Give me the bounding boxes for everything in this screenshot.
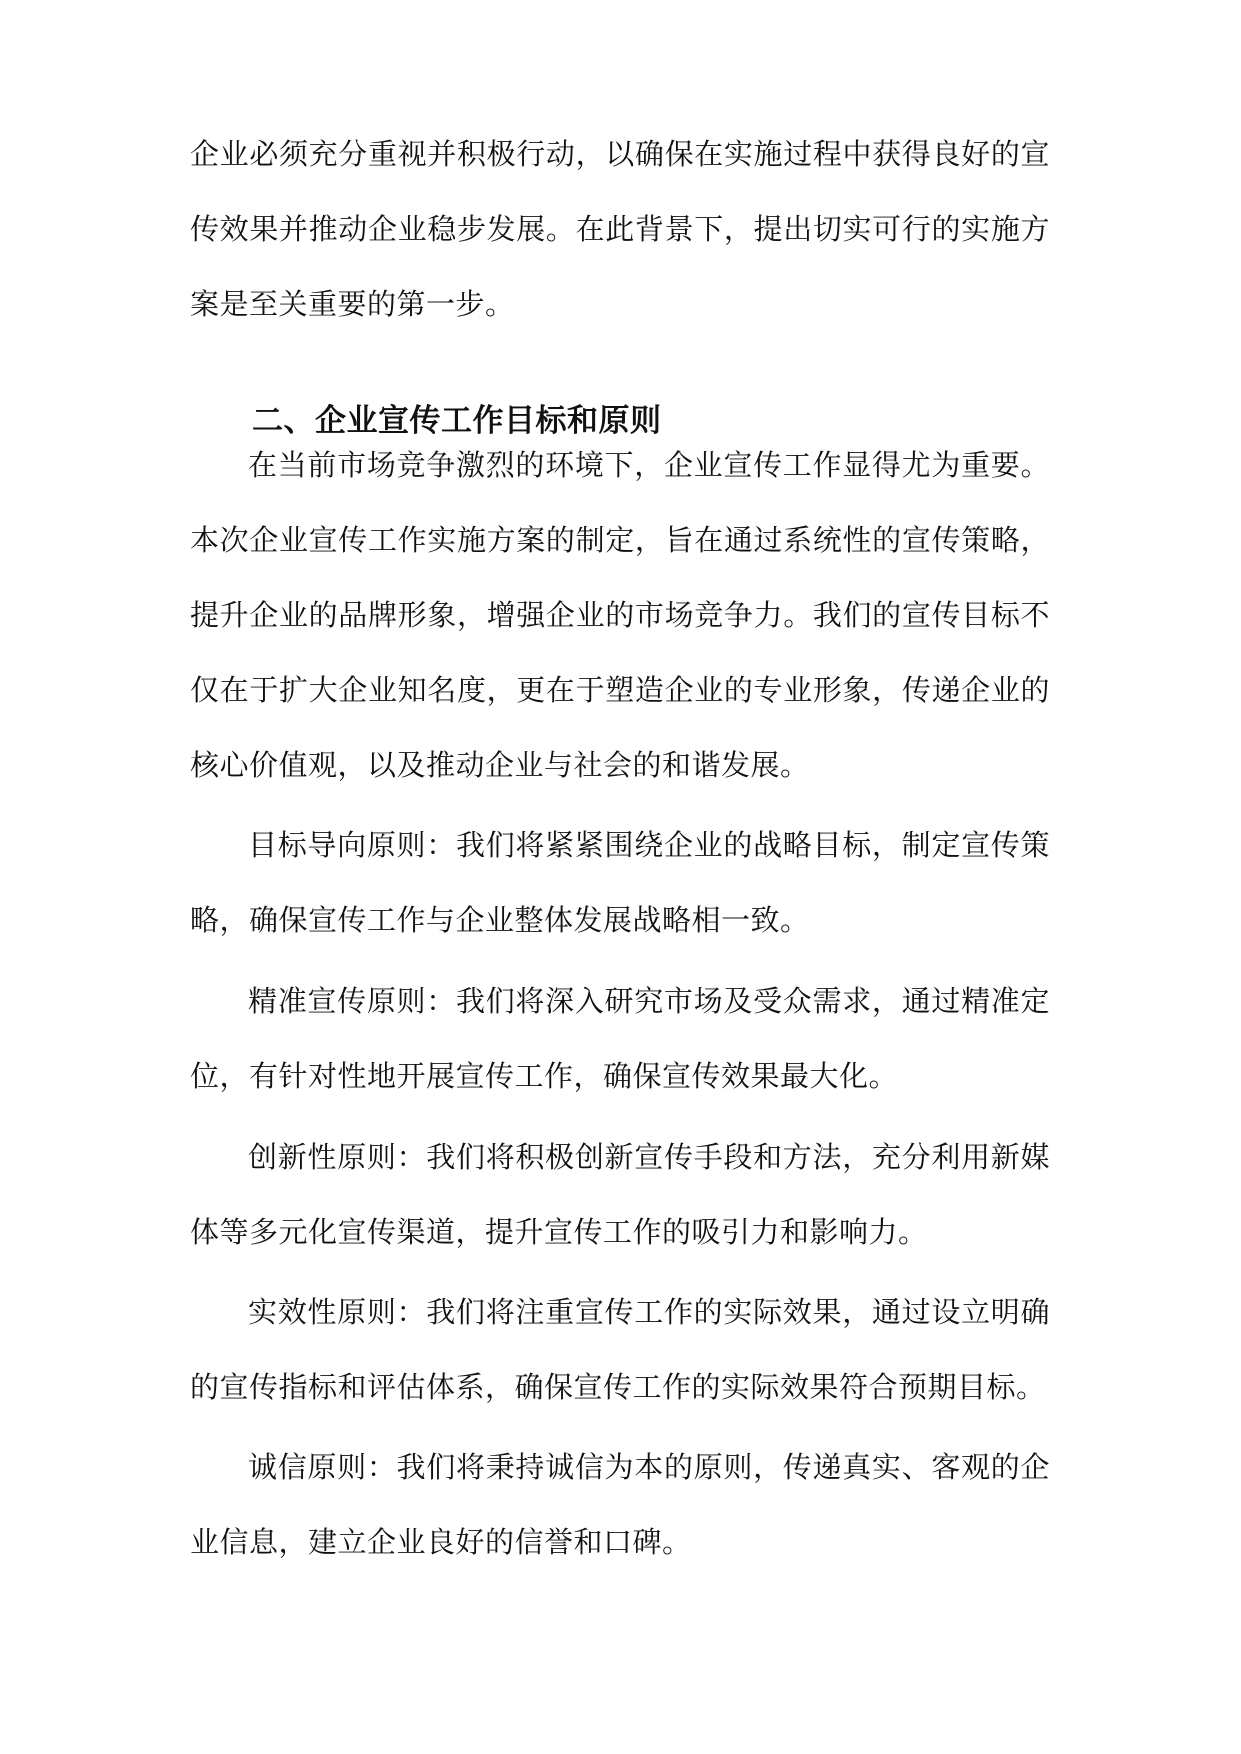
goal-paragraph: 在当前市场竞争激烈的环境下，企业宣传工作显得尤为重要。本次企业宣传工作实施方案的制定，旨在通过系统性的宣传策略，提升企业的品牌形象，增强企业的市场竞争力。我们的宣传目标不仅在于扩大企业知名度，更在于塑造企业的专业形象，传递企业的核心价值观，以及推动企业与社会的和谐发展。 [190, 448, 1050, 782]
principle-innovation: 创新性原则：我们将积极创新宣传手段和方法，充分利用新媒体等多元化宣传渠道，提升宣传工作的吸引力和影响力。 [190, 1140, 1050, 1249]
principle-goal-oriented: 目标导向原则：我们将紧紧围绕企业的战略目标，制定宣传策略，确保宣传工作与企业整体发展战略相一致。 [190, 828, 1050, 937]
principle-effectiveness: 实效性原则：我们将注重宣传工作的实际效果，通过设立明确的宣传指标和评估体系，确保宣传工作的实际效果符合预期目标。 [190, 1295, 1050, 1404]
intro-paragraph: 企业必须充分重视并积极行动，以确保在实施过程中获得良好的宣传效果并推动企业稳步发展。在此背景下，提出切实可行的实施方案是至关重要的第一步。 [190, 137, 1050, 321]
section-heading: 二、企业宣传工作目标和原则 [252, 403, 662, 439]
principle-precise-publicity: 精准宣传原则：我们将深入研究市场及受众需求，通过精准定位，有针对性地开展宣传工作，确保宣传效果最大化。 [190, 984, 1050, 1093]
principle-integrity: 诚信原则：我们将秉持诚信为本的原则，传递真实、客观的企业信息，建立企业良好的信誉和口碑。 [190, 1450, 1050, 1559]
